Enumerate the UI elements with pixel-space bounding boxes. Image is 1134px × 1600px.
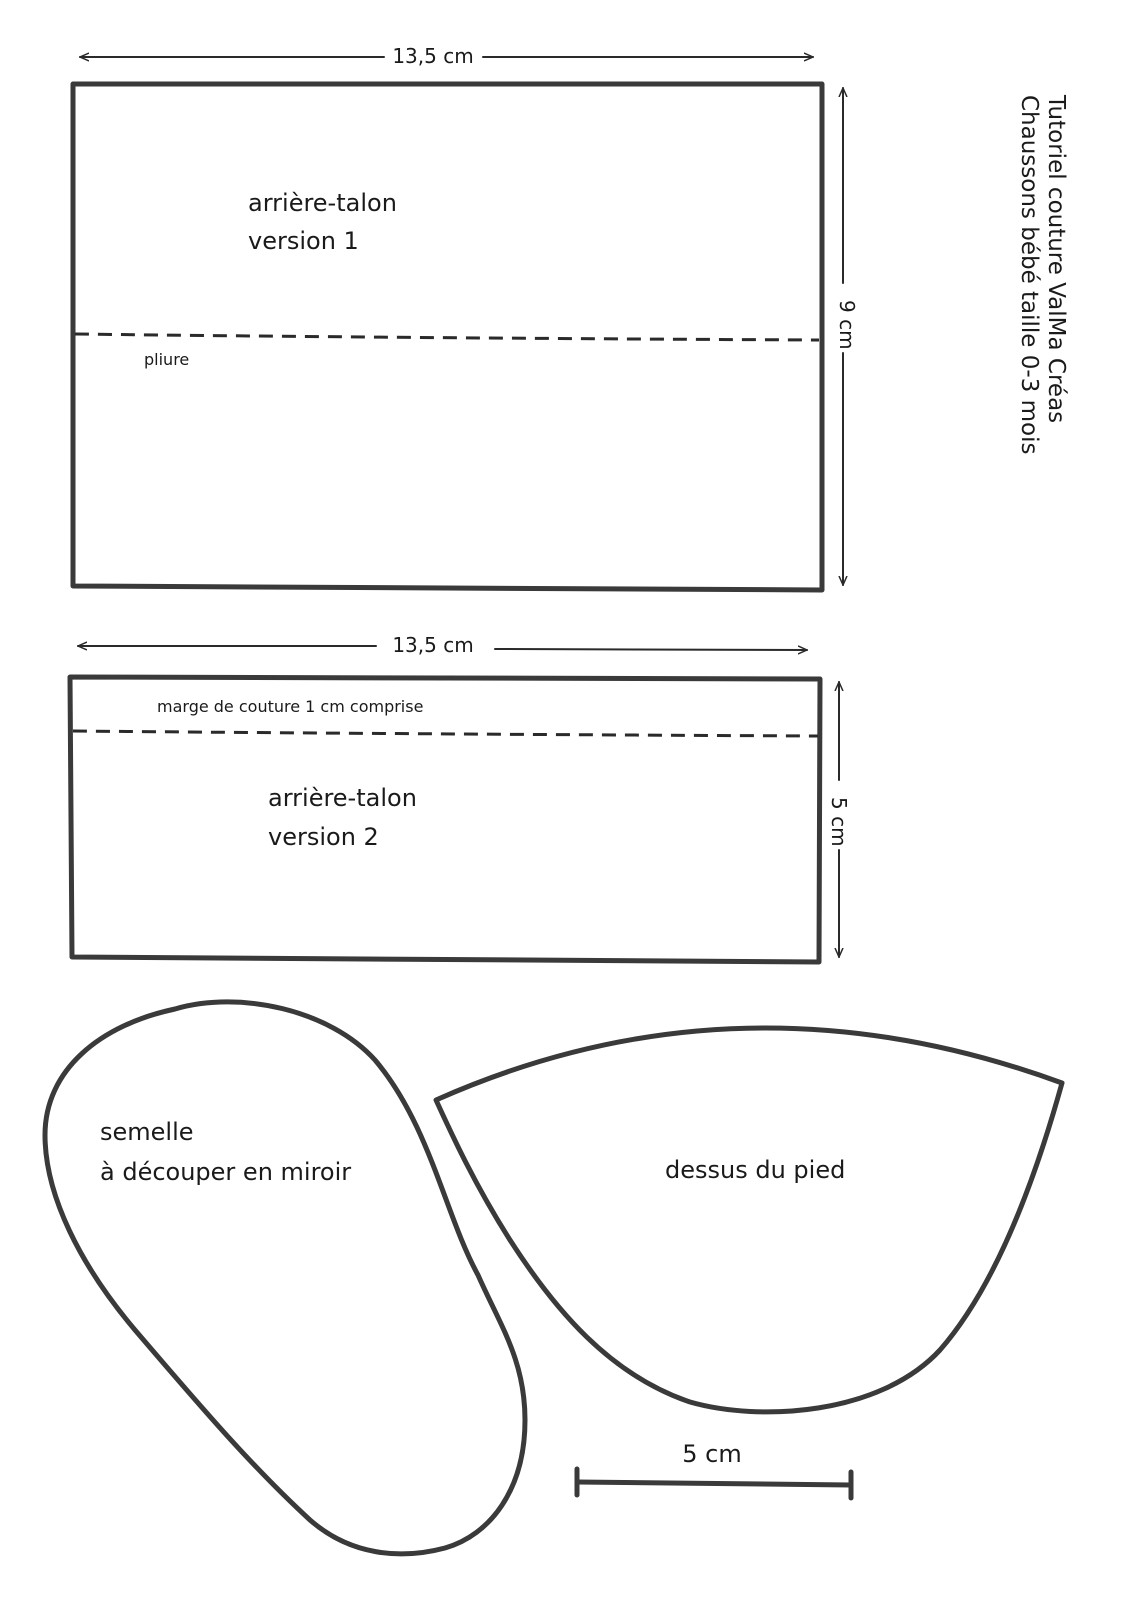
title-block [1016, 94, 1069, 455]
heel-piece-version-1 [73, 44, 859, 590]
heel-v1-label-line-1: arrière-talon [248, 189, 397, 217]
heel-v2-label-line-2: version 2 [268, 823, 379, 851]
heel-v2-height-label: 5 cm [827, 797, 851, 847]
sole-piece [45, 1002, 525, 1554]
sole-label-line-2: à découper en miroir [100, 1158, 352, 1186]
scale-bar-line [577, 1482, 851, 1485]
scale-bar [577, 1440, 851, 1498]
title-line-2: Chaussons bébé taille 0-3 mois [1016, 95, 1042, 455]
heel-v1-width-label: 13,5 cm [392, 44, 474, 68]
heel-v2-seam-note: marge de couture 1 cm comprise [157, 697, 424, 716]
heel-v1-label-line-2: version 1 [248, 227, 359, 255]
scale-bar-label: 5 cm [682, 1440, 742, 1468]
title-line-1: Tutoriel couture ValMa Créas [1043, 95, 1069, 424]
heel-v2-seam-line [73, 731, 818, 736]
heel-v2-label-line-1: arrière-talon [268, 784, 417, 812]
heel-v1-height-label: 9 cm [835, 300, 859, 350]
heel-v2-outline [70, 677, 820, 962]
heel-v2-width-arrow-right [495, 649, 807, 650]
heel-v2-width-label: 13,5 cm [392, 633, 474, 657]
top-of-foot-label: dessus du pied [665, 1156, 846, 1184]
sole-outline [45, 1002, 525, 1554]
top-of-foot-piece [436, 1028, 1062, 1412]
top-of-foot-outline [436, 1028, 1062, 1412]
heel-v1-fold-line [75, 334, 819, 340]
sole-label-line-1: semelle [100, 1118, 194, 1146]
heel-piece-version-2 [70, 633, 851, 962]
heel-v1-fold-label: pliure [144, 350, 190, 369]
